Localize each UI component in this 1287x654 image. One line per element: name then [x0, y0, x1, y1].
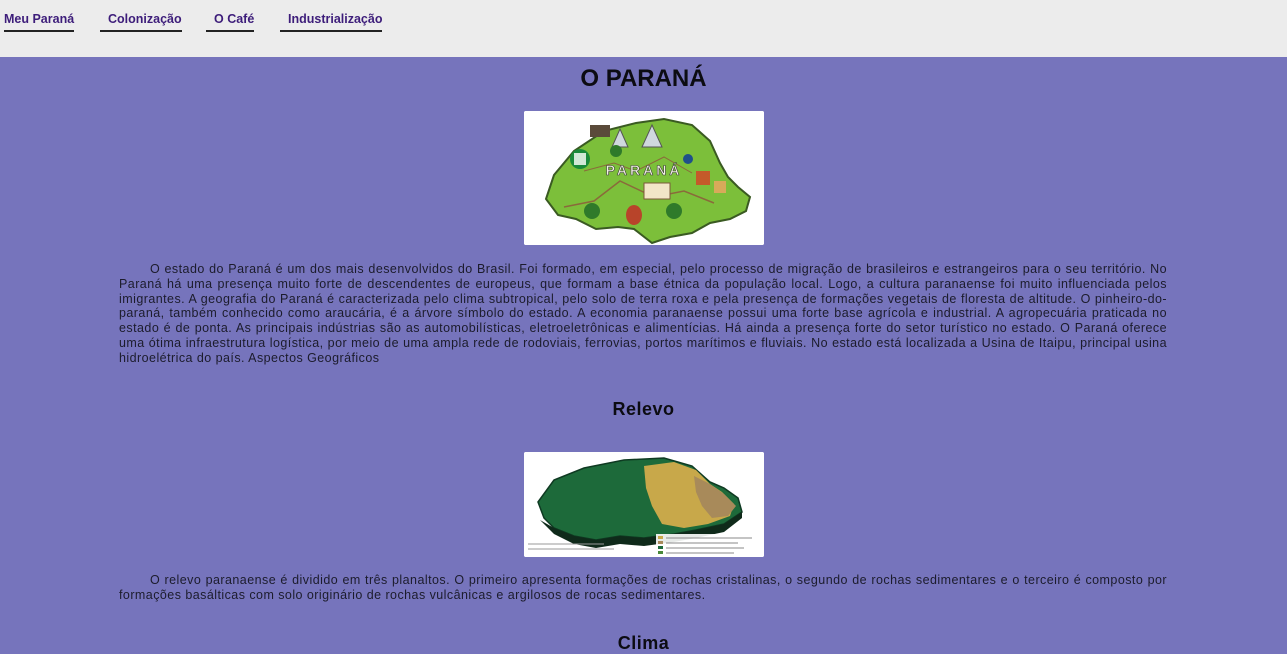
nav-link-o-cafe[interactable]: O Café [206, 12, 254, 32]
nav-link-meu-parana[interactable]: Meu Paraná [4, 12, 74, 32]
relevo-paragraph: O relevo paranaense é dividido em três planaltos. O primeiro apresenta formações de rochas cristalinas, o segundo de rochas sedimentares e o terceiro é composto por formações basálticas com solo originário de rochas vulcânicas e argilosos de rocas sedimentares. [119, 573, 1167, 602]
intro-paragraph: O estado do Paraná é um dos mais desenvolvidos do Brasil. Foi formado, em especial, pelo processo de migração de brasileiros e estrangeiros para o seu território. No Paraná há uma presença muito forte de descendentes de europeus, que formam a base étnica da população local. Logo, a cultura paranaense foi muito influenciada pelos imigrantes. A geografia do Paraná é caracterizada pelo clima subtropical, pelo solo de terra roxa e pela presença de formações vegetais de floresta de altitude. O pinheiro-do-paraná, também conhecido como araucária, é a árvore símbolo do estado. A economia paranaense possui uma forte base agrícola e industrial. A agropecuária praticada no estado é de ponta. As principais indústrias são as automobilísticas, eletroeletrônicas e alimentícias. Há ainda a presença forte do setor turístico no estado. O Paraná oferece uma ótima infraestrutura logística, por meio de uma ampla rede de rodoviais, ferrovias, portos marítimos e fluviais. No estado está localizada a Usina de Itaipu, principal usina hidroelétrica do país. Aspectos Geográficos [119, 262, 1167, 365]
page-title: O PARANÁ [580, 65, 707, 92]
parana-illustrated-map-image [524, 111, 764, 245]
relevo-heading: Relevo [612, 399, 675, 419]
nav-link-industrializacao[interactable]: Industrialização [280, 12, 382, 32]
top-navigation [0, 0, 1287, 57]
main-content [0, 57, 1287, 653]
nav-link-colonizacao[interactable]: Colonização [100, 12, 182, 32]
clima-heading: Clima [617, 633, 670, 653]
relevo-map-image [524, 452, 764, 557]
map-title-text: PARANÁ [605, 162, 683, 178]
